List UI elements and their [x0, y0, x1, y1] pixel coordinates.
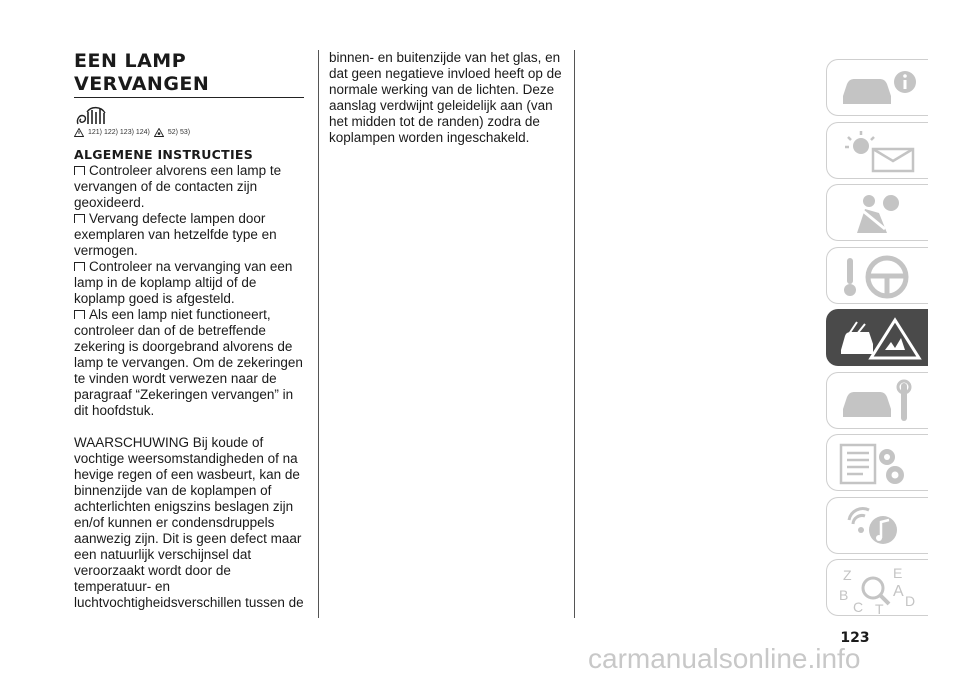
- index-letter-e: E: [893, 566, 903, 581]
- page-number: 123: [840, 630, 870, 646]
- bullet-marker-icon: [74, 166, 85, 175]
- index-letter-b: B: [839, 587, 849, 603]
- car-maintenance-icon: [835, 379, 925, 425]
- airbag-seatbelt-icon: [835, 191, 925, 237]
- bullet-item: Vervang defecte lampen door exemplaren van hetzelfde type en vermogen.: [74, 211, 277, 258]
- bullet-item: Als een lamp niet functioneert, controleer dan of de betreffende zekering is doorgebrand alvorens de lamp te vervangen. Om de zekeringen te vinden wordt verwezen naar de paragraaf “Zekeringen vervangen” in dit hoofdstuk.: [74, 307, 303, 418]
- light-bulb-symbol-row: [74, 104, 306, 130]
- column-divider: [318, 50, 319, 618]
- breakdown-warning-triangle-icon: [835, 316, 925, 362]
- chapter-tabs: [826, 59, 928, 622]
- tab-servicing-maintenance[interactable]: [826, 372, 928, 429]
- caution-reference-numbers: 52) 53): [167, 129, 191, 136]
- watermark: carmanualsonline.info: [588, 643, 861, 674]
- title-rule: [74, 97, 304, 98]
- alphabetical-index-icon: [835, 566, 925, 616]
- title-line-1: EEN LAMP: [74, 50, 187, 72]
- car-info-icon: [835, 66, 925, 112]
- tab-dashboard[interactable]: [826, 122, 928, 179]
- left-column: [74, 50, 306, 611]
- index-letter-t: T: [875, 601, 884, 616]
- bullet-marker-icon: [74, 310, 85, 319]
- key-steering-wheel-icon: [835, 254, 925, 300]
- warning-reference-numbers: 121) 122) 123) 124): [88, 129, 150, 136]
- bullet-marker-icon: [74, 262, 85, 271]
- bullet-item: Controleer na vervanging van een lamp in de koplamp altijd of de koplamp goed is afgesteld.: [74, 259, 293, 306]
- bullet-marker-icon: [74, 214, 85, 223]
- multimedia-icon: [835, 504, 925, 550]
- warning-lights-message-icon: [835, 129, 925, 175]
- tab-multimedia[interactable]: [826, 497, 928, 554]
- index-letter-z: Z: [843, 567, 852, 583]
- index-letter-d: D: [905, 593, 916, 609]
- tab-safety[interactable]: [826, 184, 928, 241]
- technical-data-icon: [835, 441, 925, 487]
- bullet-item: Controleer alvorens een lamp te vervangen of de contacten zijn geoxideerd.: [74, 163, 282, 210]
- tab-technical-data[interactable]: [826, 434, 928, 491]
- tab-index[interactable]: [826, 559, 928, 616]
- column-divider: [574, 50, 575, 618]
- tab-in-an-emergency[interactable]: [826, 309, 928, 366]
- light-bulb-symbol-icon: [74, 104, 124, 128]
- middle-column: [329, 50, 569, 146]
- tab-starting-driving[interactable]: [826, 247, 928, 304]
- page-title: [74, 50, 306, 96]
- section-subheading: ALGEMENE INSTRUCTIES: [74, 147, 254, 162]
- tab-vehicle-knowledge[interactable]: [826, 59, 928, 116]
- index-letter-c: C: [853, 599, 864, 615]
- index-letter-a: A: [893, 583, 904, 600]
- title-line-2: VERVANGEN: [74, 73, 210, 95]
- continuation-paragraph: binnen- en buitenzijde van het glas, en dat geen negatieve invloed heeft op de normale werking van de lichten. Deze aanslag verdwijnt geleidelijk aan (van het midden tot de randen) zodra de koplampen worden ingeschakeld.: [329, 50, 562, 145]
- warning-paragraph: WAARSCHUWING Bij koude of vochtige weersomstandigheden of na hevige regen of een wasbeurt, kan de binnenzijde van de koplampen of achterlichten enigszins beslagen zijn en/of kunnen er condensdruppels aanwezig zijn. Dit is geen defect maar een natuurlijk verschijnsel dat veroorzaakt wordt door de temperatuur- en luchtvochtigheidsverschillen tussen de: [74, 435, 304, 610]
